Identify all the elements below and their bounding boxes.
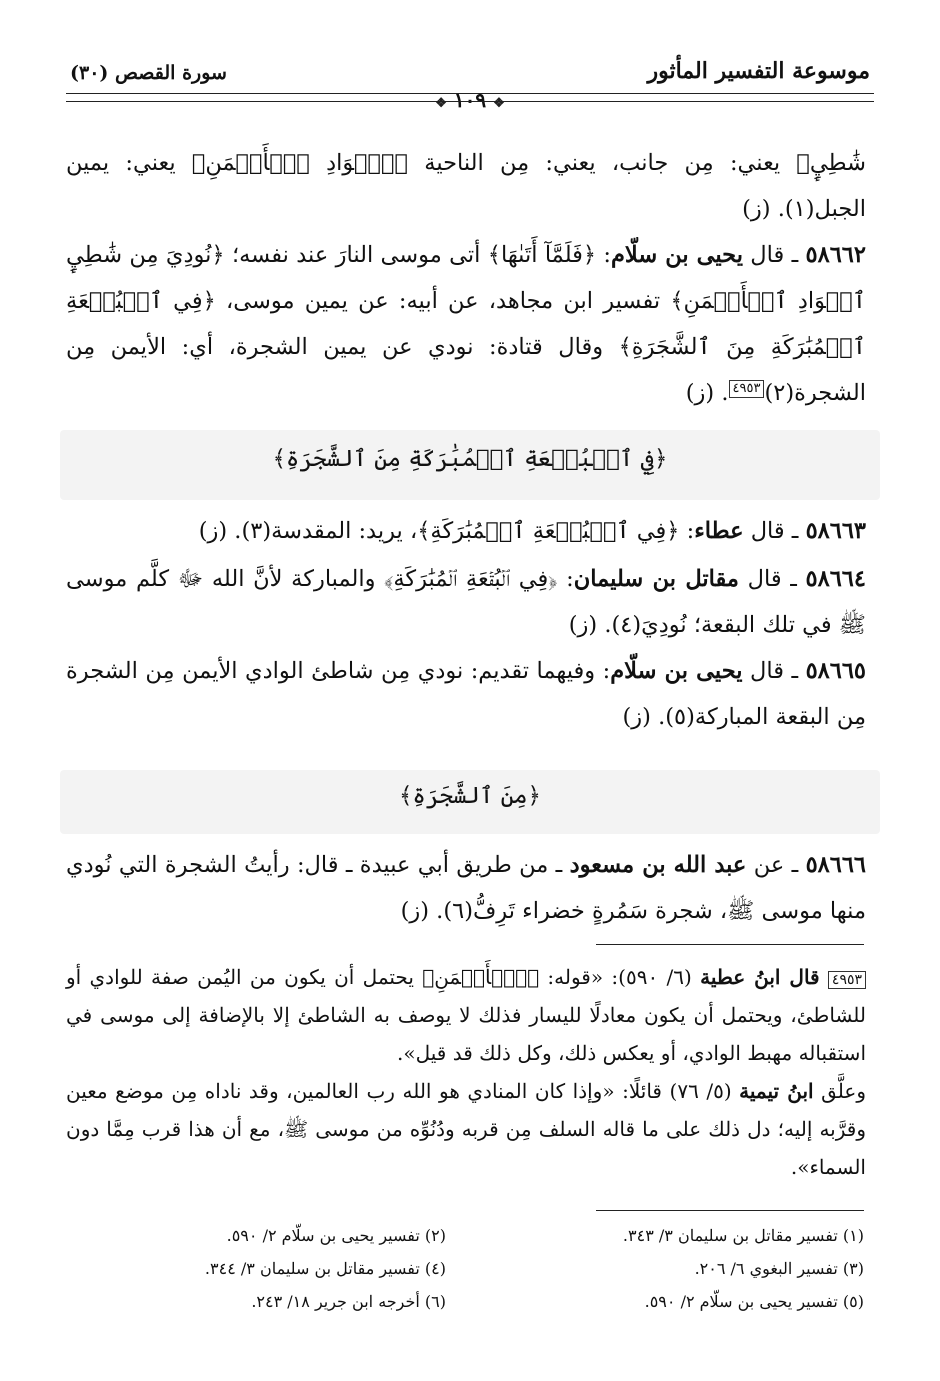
verse-heading-1: ﴿فِي ٱلۡبُقۡعَةِ ٱلۡمُبَٰرَكَةِ مِنَ ٱلشَّجَرَةِ﴾ <box>272 446 668 472</box>
narration-lead: ـ قال <box>742 242 806 268</box>
narrator-name: يحيى بن سلّام <box>610 658 743 684</box>
footnote-3: (٣) تفسير البغوي ٦/ ٢٠٦. <box>694 1259 864 1278</box>
narrator-name: مقاتل بن سليمان <box>573 566 739 592</box>
narration-text: : ﴿فِي ٱلۡبُقۡعَةِ ٱلۡمُبَٰرَكَةِ﴾ والمباركة لأنَّ الله ﷻ كلَّم موسى ﷺ في تلك البقعة؛ نُودِيَ(٤). (ز) <box>66 566 866 638</box>
narration-lead: ـ قال <box>743 518 806 544</box>
narration-number: ٥٨٦٦٢ <box>805 242 866 268</box>
footnote-6: (٦) أخرجه ابن جرير ١٨/ ٢٤٣. <box>251 1292 446 1311</box>
paragraph-continuation <box>66 140 866 232</box>
commentary-number-box: ٤٩٥٣ <box>828 971 866 989</box>
commentator-name: قال ابنُ عطية <box>700 965 820 989</box>
commentary-text: (٦/ ٥٩٠): «قوله: ﴿ٱلۡأَيۡمَنِ﴾ يحتمل أن يكون من اليُمن صفة للوادي أو للشاطئ، ويحتمل أن يكون معادلًا لليسار فذلك لا يوصف به الشاطئ إلا بالإضافة إلى موسى في استقباله مهبط الوادي، أو يعكس ذلك، وكل ذلك قد قيل». <box>66 965 866 1065</box>
commentary-separator <box>596 944 864 945</box>
commentator-name: ابنُ تيمية <box>739 1079 814 1103</box>
commentary-lead: وعلَّق <box>813 1079 866 1103</box>
narration-58663 <box>66 508 866 554</box>
narration-text: : ﴿فَلَمَّآ أَتَىٰهَا﴾ أتى موسى النارَ عند نفسه؛ ﴿نُودِيَ مِن شَٰطِيِٕ ٱلۡوَادِ ٱلۡأَيۡمَنِ﴾ تفسير ابن مجاهد، عن أبيه: عن يمين موسى، ﴿فِي ٱلۡبُقۡعَةِ ٱلۡمُبَٰرَكَةِ مِنَ ٱلشَّجَرَةِ﴾ وقال قتادة: نودي عن يمين الشجرة، أي: الأيمن مِن الشجرة(٢) <box>66 242 866 406</box>
page-number: ١٠٩ <box>453 88 487 112</box>
ornament-icon: ❖ <box>493 96 505 111</box>
narration-number: ٥٨٦٦٣ <box>805 518 866 544</box>
commentary-block <box>66 958 866 1186</box>
footnote-4: (٤) تفسير مقاتل بن سليمان ٣/ ٣٤٤. <box>204 1259 446 1278</box>
verse-heading-2: ﴿مِنَ ٱلشَّجَرَةِ﴾ <box>398 783 542 809</box>
narration-lead: ـ قال <box>738 566 806 592</box>
narration-58662 <box>66 232 866 416</box>
commentary-text: (٥/ ٧٦) قائلًا: «وإذا كان المنادي هو الله رب العالمين، وقد ناداه مِن موضع معين وقرَّبه إليه؛ دل ذلك على ما قاله السلف مِن قربه ودُنُوِّه من موسى ﷺ، مع أن هذا قرب مِمَّا دون السماء». <box>66 1079 866 1179</box>
ornament-icon: ❖ <box>435 96 447 111</box>
page-number-row <box>0 88 940 112</box>
narrator-name: يحيى بن سلّام <box>611 242 743 268</box>
header-rule-thin <box>66 101 874 102</box>
narrator-name: عطاء <box>694 518 744 544</box>
narration-number: ٥٨٦٦٥ <box>805 658 866 684</box>
commentary-paragraph-1 <box>66 958 866 1072</box>
narration-lead: ـ عن <box>746 852 806 878</box>
footnote-5: (٥) تفسير يحيى بن سلّام ٢/ ٥٩٠. <box>644 1292 864 1311</box>
narration-number: ٥٨٦٦٤ <box>805 566 866 592</box>
narration-text: : ﴿فِي ٱلۡبُقۡعَةِ ٱلۡمُبَٰرَكَةِ﴾، يريد: المقدسة(٣). (ز) <box>198 518 695 544</box>
narration-text: : وفيهما تقديم: نودي مِن شاطئ الوادي الأيمن مِن الشجرة مِن البقعة المباركة(٥). (ز) <box>66 658 866 730</box>
commentary-ref-box: ٤٩٥٣ <box>729 380 765 398</box>
footnote-2: (٢) تفسير يحيى بن سلّام ٢/ ٥٩٠. <box>226 1226 446 1245</box>
narration-58665 <box>66 648 866 740</box>
footnote-1: (١) تفسير مقاتل بن سليمان ٣/ ٣٤٣. <box>622 1226 864 1245</box>
paragraph-text: شَٰطِيِٕ﴾ يعني: مِن جانب، يعني: مِن الناحية ﴿ٱلۡوَادِ ٱلۡأَيۡمَنِ﴾ يعني: يمين الجبل(١). (ز) <box>66 150 866 222</box>
book-title: موسوعة التفسير المأثور <box>647 58 870 84</box>
narration-lead: ـ قال <box>742 658 806 684</box>
narration-58666 <box>66 842 866 934</box>
narration-tail: . (ز) <box>685 380 729 406</box>
narration-number: ٥٨٦٦٦ <box>805 852 866 878</box>
surah-title: سورة القصص (٣٠) <box>70 62 227 84</box>
narration-text: ـ من طريق أبي عبيدة ـ قال: رأيتُ الشجرة التي نُودي منها موسى ﷺ، شجرة سَمُرةٍ خضراء تَرِفُّ(٦). (ز) <box>66 852 866 924</box>
narration-58664 <box>66 556 866 648</box>
footnote-separator <box>596 1210 864 1211</box>
commentary-paragraph-2 <box>66 1072 866 1186</box>
narrator-name: عبد الله بن مسعود <box>569 852 747 878</box>
